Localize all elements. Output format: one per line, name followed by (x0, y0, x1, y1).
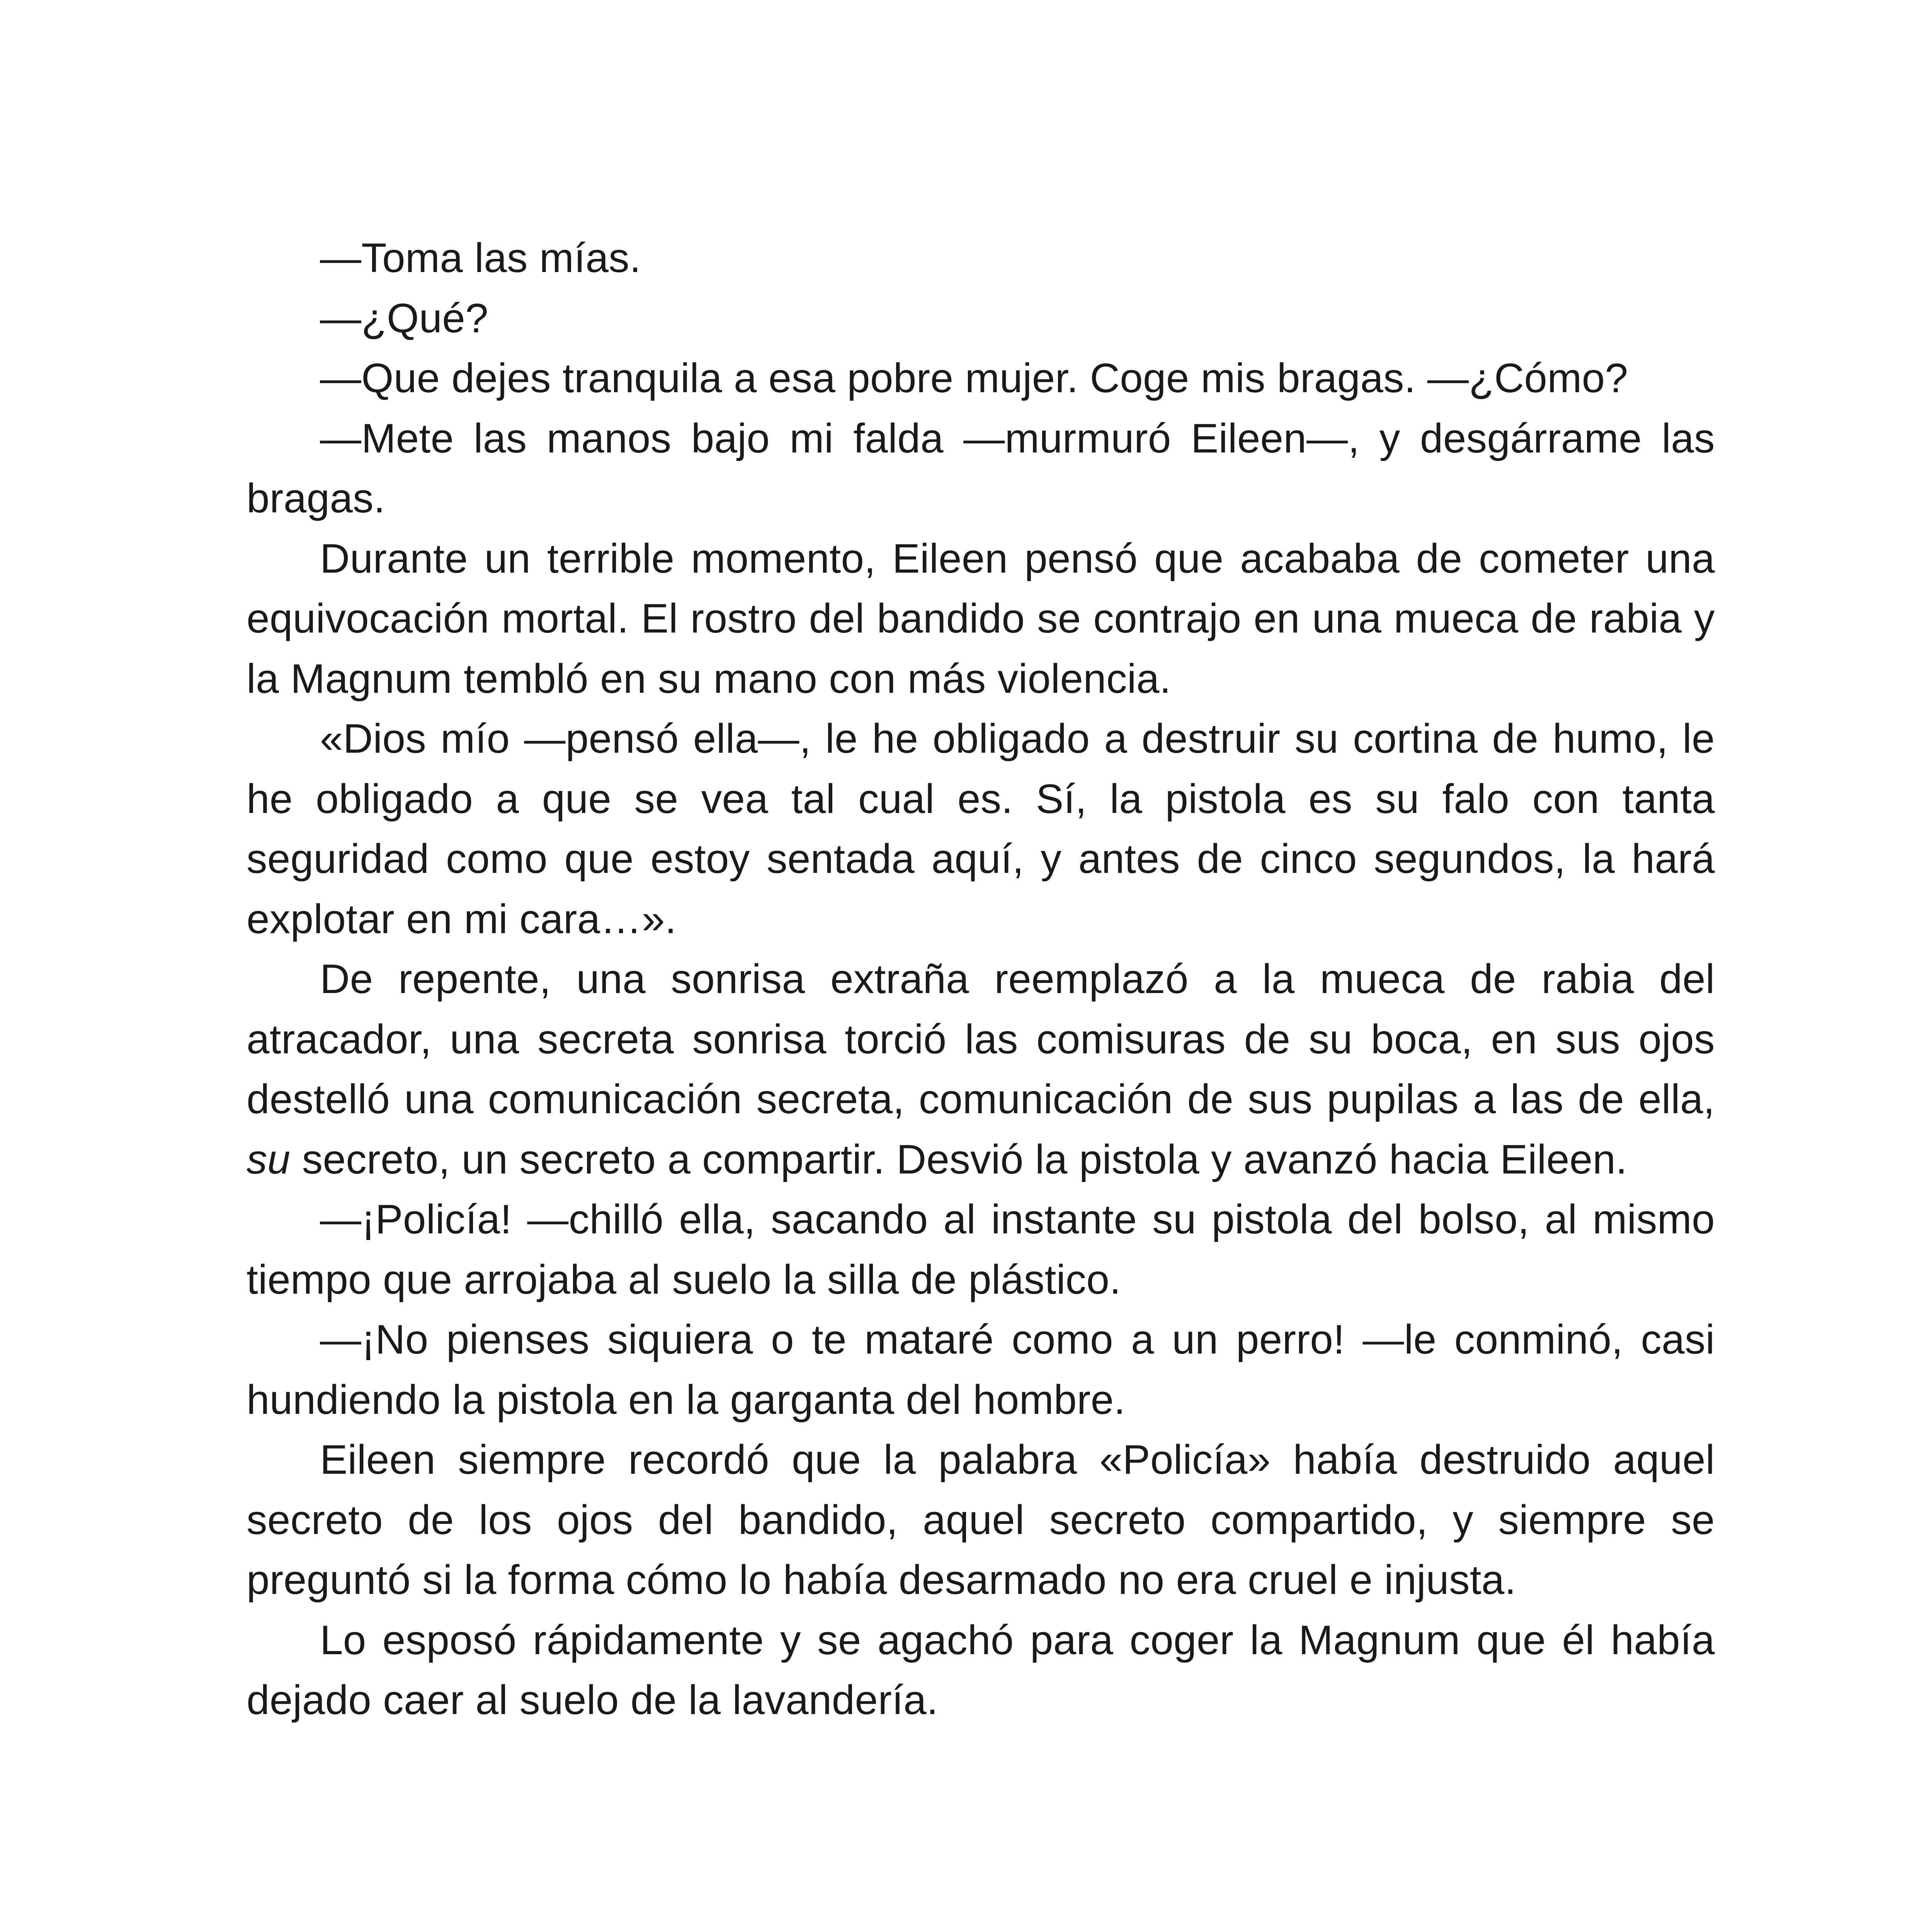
body-text (247, 228, 1715, 1730)
paragraph-1: —Toma las mías. (320, 235, 641, 281)
paragraph-11: Lo esposó rápidamente y se agachó para coger la Magnum que él había dejado caer al suelo de la lavandería. (247, 1616, 1715, 1723)
paragraph-6: «Dios mío —pensó ella—, le he obligado a destruir su cortina de humo, le he obligado a que se vea tal cual es. Sí, la pistola es su falo con tanta seguridad como que estoy sentada aquí, y antes de cinco segundos, la hará explotar en mi cara…». (247, 715, 1715, 942)
paragraph-8: —¡Policía! —chilló ella, sacando al instante su pistola del bolso, al mismo tiempo que arrojaba al suelo la silla de plástico. (247, 1196, 1715, 1303)
paragraph-10: Eileen siempre recordó que la palabra «Policía» había destruido aquel secreto de los ojos del bandido, aquel secreto compartido, y siempre se preguntó si la forma cómo lo había desarmado no era cruel e injusta. (247, 1436, 1715, 1603)
paragraph-7-italic: su (247, 1136, 291, 1182)
paragraph-4: —Mete las manos bajo mi falda —murmuró Eileen—, y desgárrame las bragas. (247, 415, 1715, 521)
paragraph-7-start: De repente, una sonrisa extraña reemplazó a la mueca de rabia del atracador, una secreta sonrisa torció las comisuras de su boca, en sus ojos destelló una comunicación secreta, comunicación de sus pupilas a las de ella, (247, 956, 1715, 1122)
paragraph-3: —Que dejes tranquila a esa pobre mujer. Coge mis bragas. —¿Cómo? (320, 355, 1628, 401)
paragraph-5: Durante un terrible momento, Eileen pensó que acababa de cometer una equivocación mortal. El rostro del bandido se contrajo en una mueca de rabia y la Magnum tembló en su mano con más violencia. (247, 535, 1715, 702)
paragraph-2: —¿Qué? (320, 294, 488, 341)
paragraph-7 (247, 949, 1715, 1189)
paragraph-7-end: secreto, un secreto a compartir. Desvió la pistola y avanzó hacia Eileen. (290, 1136, 1628, 1182)
paragraph-9: —¡No pienses siquiera o te mataré como a un perro! —le conminó, casi hundiendo la pistola en la garganta del hombre. (247, 1316, 1715, 1423)
